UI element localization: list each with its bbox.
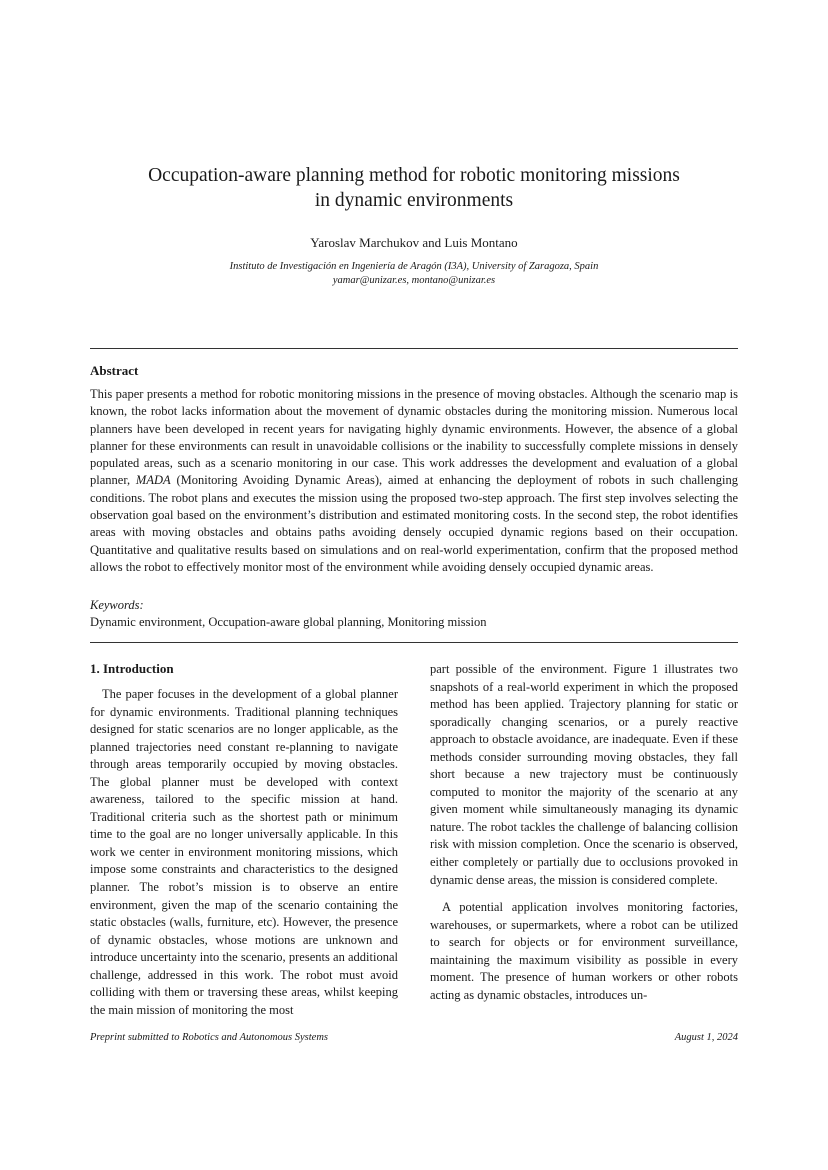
- abstract-text-part-2: (Monitoring Avoiding Dynamic Areas), aimed at enhancing the deployment of robots in such challenging conditions. The robot plans and executes the mission using the proposed two-step approach. The first step involves selecting the observation goal based on the environment’s distribution and estimated monitoring costs. In the second step, the robot identifies areas with moving obstacles and obtains paths avoiding densely occupied dynamic regions based on their occupation. Quantitative and qualitative results based on simulations and on real-world experimentation, confirm that the proposed method allows the robot to effectively monitor most of the environment while avoiding densely occupied dynamic areas.: [90, 473, 739, 574]
- paper-title: [90, 163, 738, 213]
- affiliation-block: [90, 260, 738, 288]
- intro-paragraph-2: A potential application involves monitoring factories, warehouses, or supermarkets, where a robot can be utilized to search for objects or for environment surveillance, maintaining the maximum visibility as possible in every moment. The presence of human workers or other robots acting as dynamic obstacles, introduces un-: [430, 900, 738, 1002]
- keywords-heading: Keywords:: [90, 598, 144, 612]
- section-heading-introduction: 1. Introduction: [90, 661, 174, 676]
- title-line-2: in dynamic environments: [314, 190, 514, 211]
- abstract-text: [90, 386, 738, 576]
- authors: Yaroslav Marchukov and Luis Montano: [310, 235, 518, 250]
- footer-date: August 1, 2024: [674, 1032, 738, 1043]
- right-column: [430, 661, 738, 1004]
- left-column: [90, 660, 398, 1019]
- emails: yamar@unizar.es, montano@unizar.es: [332, 275, 496, 286]
- abstract-text-part-1: This paper presents a method for robotic monitoring missions in the presence of moving obstacles. Although the scenario map is known, the robot lacks information about the movement of dynamic obstacles during the monitoring mission. Numerous local planners have been developed in recent years for navigating highly dynamic environments. However, the absence of a global planner for these environments can result in unavoidable collisions or the inability to successfully complete missions in densely populated areas, such as a scenario monitoring in our case. This work addresses the development and evaluation of a global planner,: [90, 387, 738, 488]
- abstract-bottom-rule: [90, 642, 738, 643]
- intro-paragraph-1-continued: part possible of the environment. Figure 1 illustrates two snapshots of a real-world experiment in which the proposed method has been applied. Trajectory planning for static or sporadically changing scenarios, or a purely reactive approach to obstacle avoidance, are inadequate. Even if these methods consider surrounding moving obstacles, they fall short because a new trajectory must be continuously computed to monitor the majority of the scenario at any given moment while simultaneously managing its dynamic nature. The robot tackles the challenge of balancing collision risk with mission completion. Once the scenario is observed, either completely or partially due to occlusions provoked in dynamic dense areas, the mission is considered complete.: [430, 662, 738, 887]
- title-line-1: Occupation-aware planning method for robotic monitoring missions: [148, 165, 680, 186]
- method-name: MADA: [135, 473, 171, 488]
- keywords-text: Dynamic environment, Occupation-aware global planning, Monitoring mission: [90, 615, 487, 629]
- affiliation: Instituto de Investigación en Ingeniería de Aragón (I3A), University of Zaragoza, Spain: [229, 261, 599, 272]
- intro-paragraph-1: The paper focuses in the development of a global planner for dynamic environments. Traditional planning techniques designed for static scenarios are no longer applicable, as the planned trajectories need constant re-planning to navigate through areas temporarily occupied by moving obstacles. The global planner must be developed with context awareness, tailored to the specific mission at hand. Traditional criteria such as the shortest path or minimum time to the goal are no longer universally applicable. In this work we center in environment monitoring missions, which impose some constraints and characteristics to the designed planner. The robot’s mission is to observe an entire environment, given the map of the scenario containing the static obstacles (walls, furniture, etc). However, the presence of dynamic obstacles, whose motions are unknown and introduce uncertainty into the scenario, presents an additional challenge, addressed in this work. The robot must avoid colliding with them or traversing these areas, whilst keeping the main mission of monitoring the most: [90, 687, 398, 1017]
- abstract-top-rule: [90, 348, 738, 349]
- footer-journal: Preprint submitted to Robotics and Autonomous Systems: [90, 1032, 328, 1043]
- abstract-heading: Abstract: [90, 363, 139, 378]
